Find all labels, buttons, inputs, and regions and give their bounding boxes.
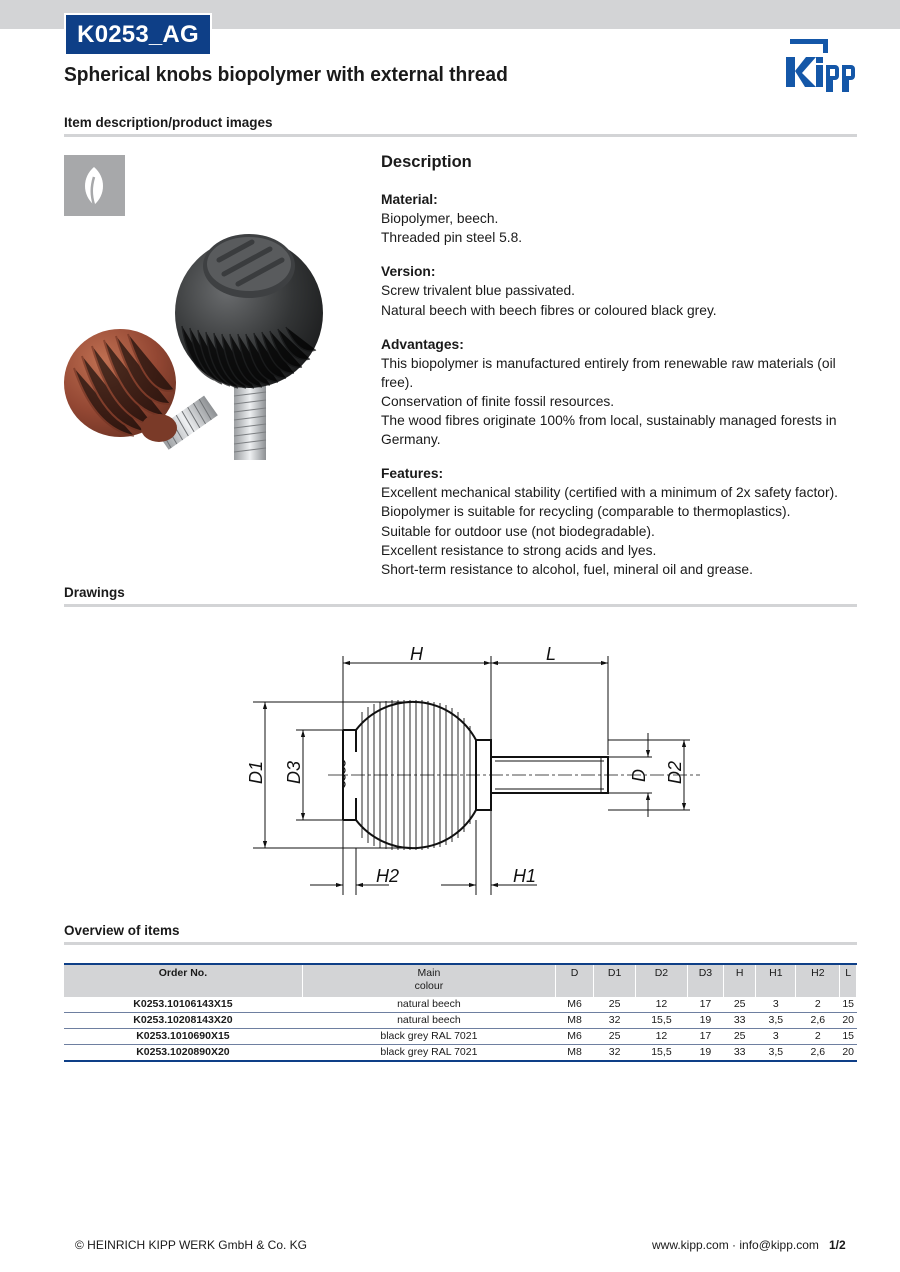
material-group [381, 190, 857, 247]
advantages-line: The wood fibres originate 100% from local, sustainably managed forests in [381, 413, 837, 429]
product-image-knobs [64, 228, 334, 483]
cell-d3: 17 [687, 997, 723, 1013]
table-row [64, 1029, 857, 1045]
cell-l: 15 [840, 997, 857, 1013]
advantages-line: This biopolymer is manufactured entirely from renewable raw materials (oil free). [381, 355, 836, 390]
table-row [64, 1013, 857, 1029]
col-main-colour-line1: Main [417, 967, 441, 979]
dim-label-d2: D2 [665, 760, 685, 784]
cell-h1: 3 [756, 1029, 796, 1045]
dim-label-d3: D3 [284, 760, 304, 784]
cell-d1: 32 [594, 1013, 636, 1029]
section-heading-drawings: Drawings [64, 585, 857, 607]
cell-d2: 12 [636, 997, 688, 1013]
features-line: Biopolymer is suitable for recycling (comparable to thermoplastics). [381, 504, 791, 520]
features-line: Excellent mechanical stability (certified with a minimum of 2x safety factor). [381, 485, 838, 501]
features-line: Suitable for outdoor use (not biodegradable). [381, 523, 655, 539]
kipp-logo [782, 37, 858, 93]
features-line: Short-term resistance to alcohol, fuel, mineral oil and grease. [381, 561, 753, 577]
cell-colour: natural beech [302, 1013, 555, 1029]
description-heading: Description [381, 153, 472, 171]
dim-label-d1: D1 [246, 760, 266, 784]
cell-colour: black grey RAL 7021 [302, 1045, 555, 1062]
cell-order-no: K0253.10106143X15 [64, 997, 302, 1013]
col-d: D [555, 964, 593, 997]
col-d2: D2 [636, 964, 688, 997]
cell-h2: 2,6 [796, 1013, 840, 1029]
table-row [64, 1045, 857, 1062]
dim-label-h2: H2 [376, 866, 400, 886]
description-block [381, 153, 857, 594]
cell-h: 33 [724, 1013, 756, 1029]
eco-leaf-icon [64, 155, 125, 216]
cell-h2: 2 [796, 997, 840, 1013]
col-d1: D1 [594, 964, 636, 997]
section-heading-overview: Overview of items [64, 923, 857, 945]
table-row [64, 997, 857, 1013]
cell-d: M8 [555, 1013, 593, 1029]
page-title: Spherical knobs biopolymer with external thread [64, 64, 508, 86]
cell-d2: 12 [636, 1029, 688, 1045]
cell-order-no: K0253.10208143X20 [64, 1013, 302, 1029]
cell-h: 33 [724, 1045, 756, 1062]
advantages-label: Advantages: [381, 336, 464, 352]
col-main-colour-line2: colour [414, 980, 444, 992]
cell-l: 15 [840, 1029, 857, 1045]
cell-h1: 3,5 [756, 1013, 796, 1029]
version-line: Natural beech with beech fibres or coloured black grey. [381, 302, 717, 318]
material-line: Biopolymer, beech. [381, 211, 499, 227]
version-label: Version: [381, 264, 436, 280]
col-h: H [724, 964, 756, 997]
cell-l: 20 [840, 1045, 857, 1062]
table-header-row [64, 964, 857, 997]
cell-h1: 3,5 [756, 1045, 796, 1062]
col-h1: H1 [756, 964, 796, 997]
advantages-line: Conservation of finite fossil resources. [381, 393, 615, 409]
product-code-tab: K0253_AG [64, 13, 212, 56]
cell-h: 25 [724, 1029, 756, 1045]
col-order-no: Order No. [64, 964, 302, 997]
cell-d: M6 [555, 1029, 593, 1045]
cell-order-no: K0253.1020890X20 [64, 1045, 302, 1062]
items-table [64, 963, 857, 1062]
features-group [381, 464, 857, 579]
cell-colour: black grey RAL 7021 [302, 1029, 555, 1045]
version-group [381, 262, 857, 319]
cell-d1: 25 [594, 1029, 636, 1045]
cell-d3: 19 [687, 1045, 723, 1062]
cell-d3: 17 [687, 1029, 723, 1045]
col-h2: H2 [796, 964, 840, 997]
cell-d1: 32 [594, 1045, 636, 1062]
advantages-line: Germany. [381, 432, 441, 448]
dim-label-h: H [410, 644, 423, 664]
cell-d2: 15,5 [636, 1045, 688, 1062]
col-l: L [840, 964, 857, 997]
cell-l: 20 [840, 1013, 857, 1029]
material-label: Material: [381, 192, 438, 208]
dim-label-d: D [629, 769, 649, 782]
cell-d2: 15,5 [636, 1013, 688, 1029]
footer-contact: www.kipp.com · info@kipp.com [652, 1238, 819, 1252]
cell-d3: 19 [687, 1013, 723, 1029]
cell-colour: natural beech [302, 997, 555, 1013]
cell-d: M8 [555, 1045, 593, 1062]
dim-label-l: L [546, 644, 557, 664]
cell-h: 25 [724, 997, 756, 1013]
features-label: Features: [381, 466, 444, 482]
cell-d: M6 [555, 997, 593, 1013]
features-line: Excellent resistance to strong acids and lyes. [381, 542, 657, 558]
cell-h1: 3 [756, 997, 796, 1013]
col-d3: D3 [687, 964, 723, 997]
cell-d1: 25 [594, 997, 636, 1013]
technical-drawing [230, 636, 700, 896]
section-heading-item-description: Item description/product images [64, 115, 857, 137]
cell-h2: 2 [796, 1029, 840, 1045]
footer-copyright: © HEINRICH KIPP WERK GmbH & Co. KG [75, 1238, 307, 1252]
col-main-colour [302, 964, 555, 997]
material-line: Threaded pin steel 5.8. [381, 230, 523, 246]
cell-h2: 2,6 [796, 1045, 840, 1062]
cell-order-no: K0253.1010690X15 [64, 1029, 302, 1045]
dim-label-h1: H1 [513, 866, 537, 886]
advantages-group [381, 335, 857, 450]
version-line: Screw trivalent blue passivated. [381, 283, 576, 299]
footer-page-number: 1/2 [829, 1238, 846, 1252]
